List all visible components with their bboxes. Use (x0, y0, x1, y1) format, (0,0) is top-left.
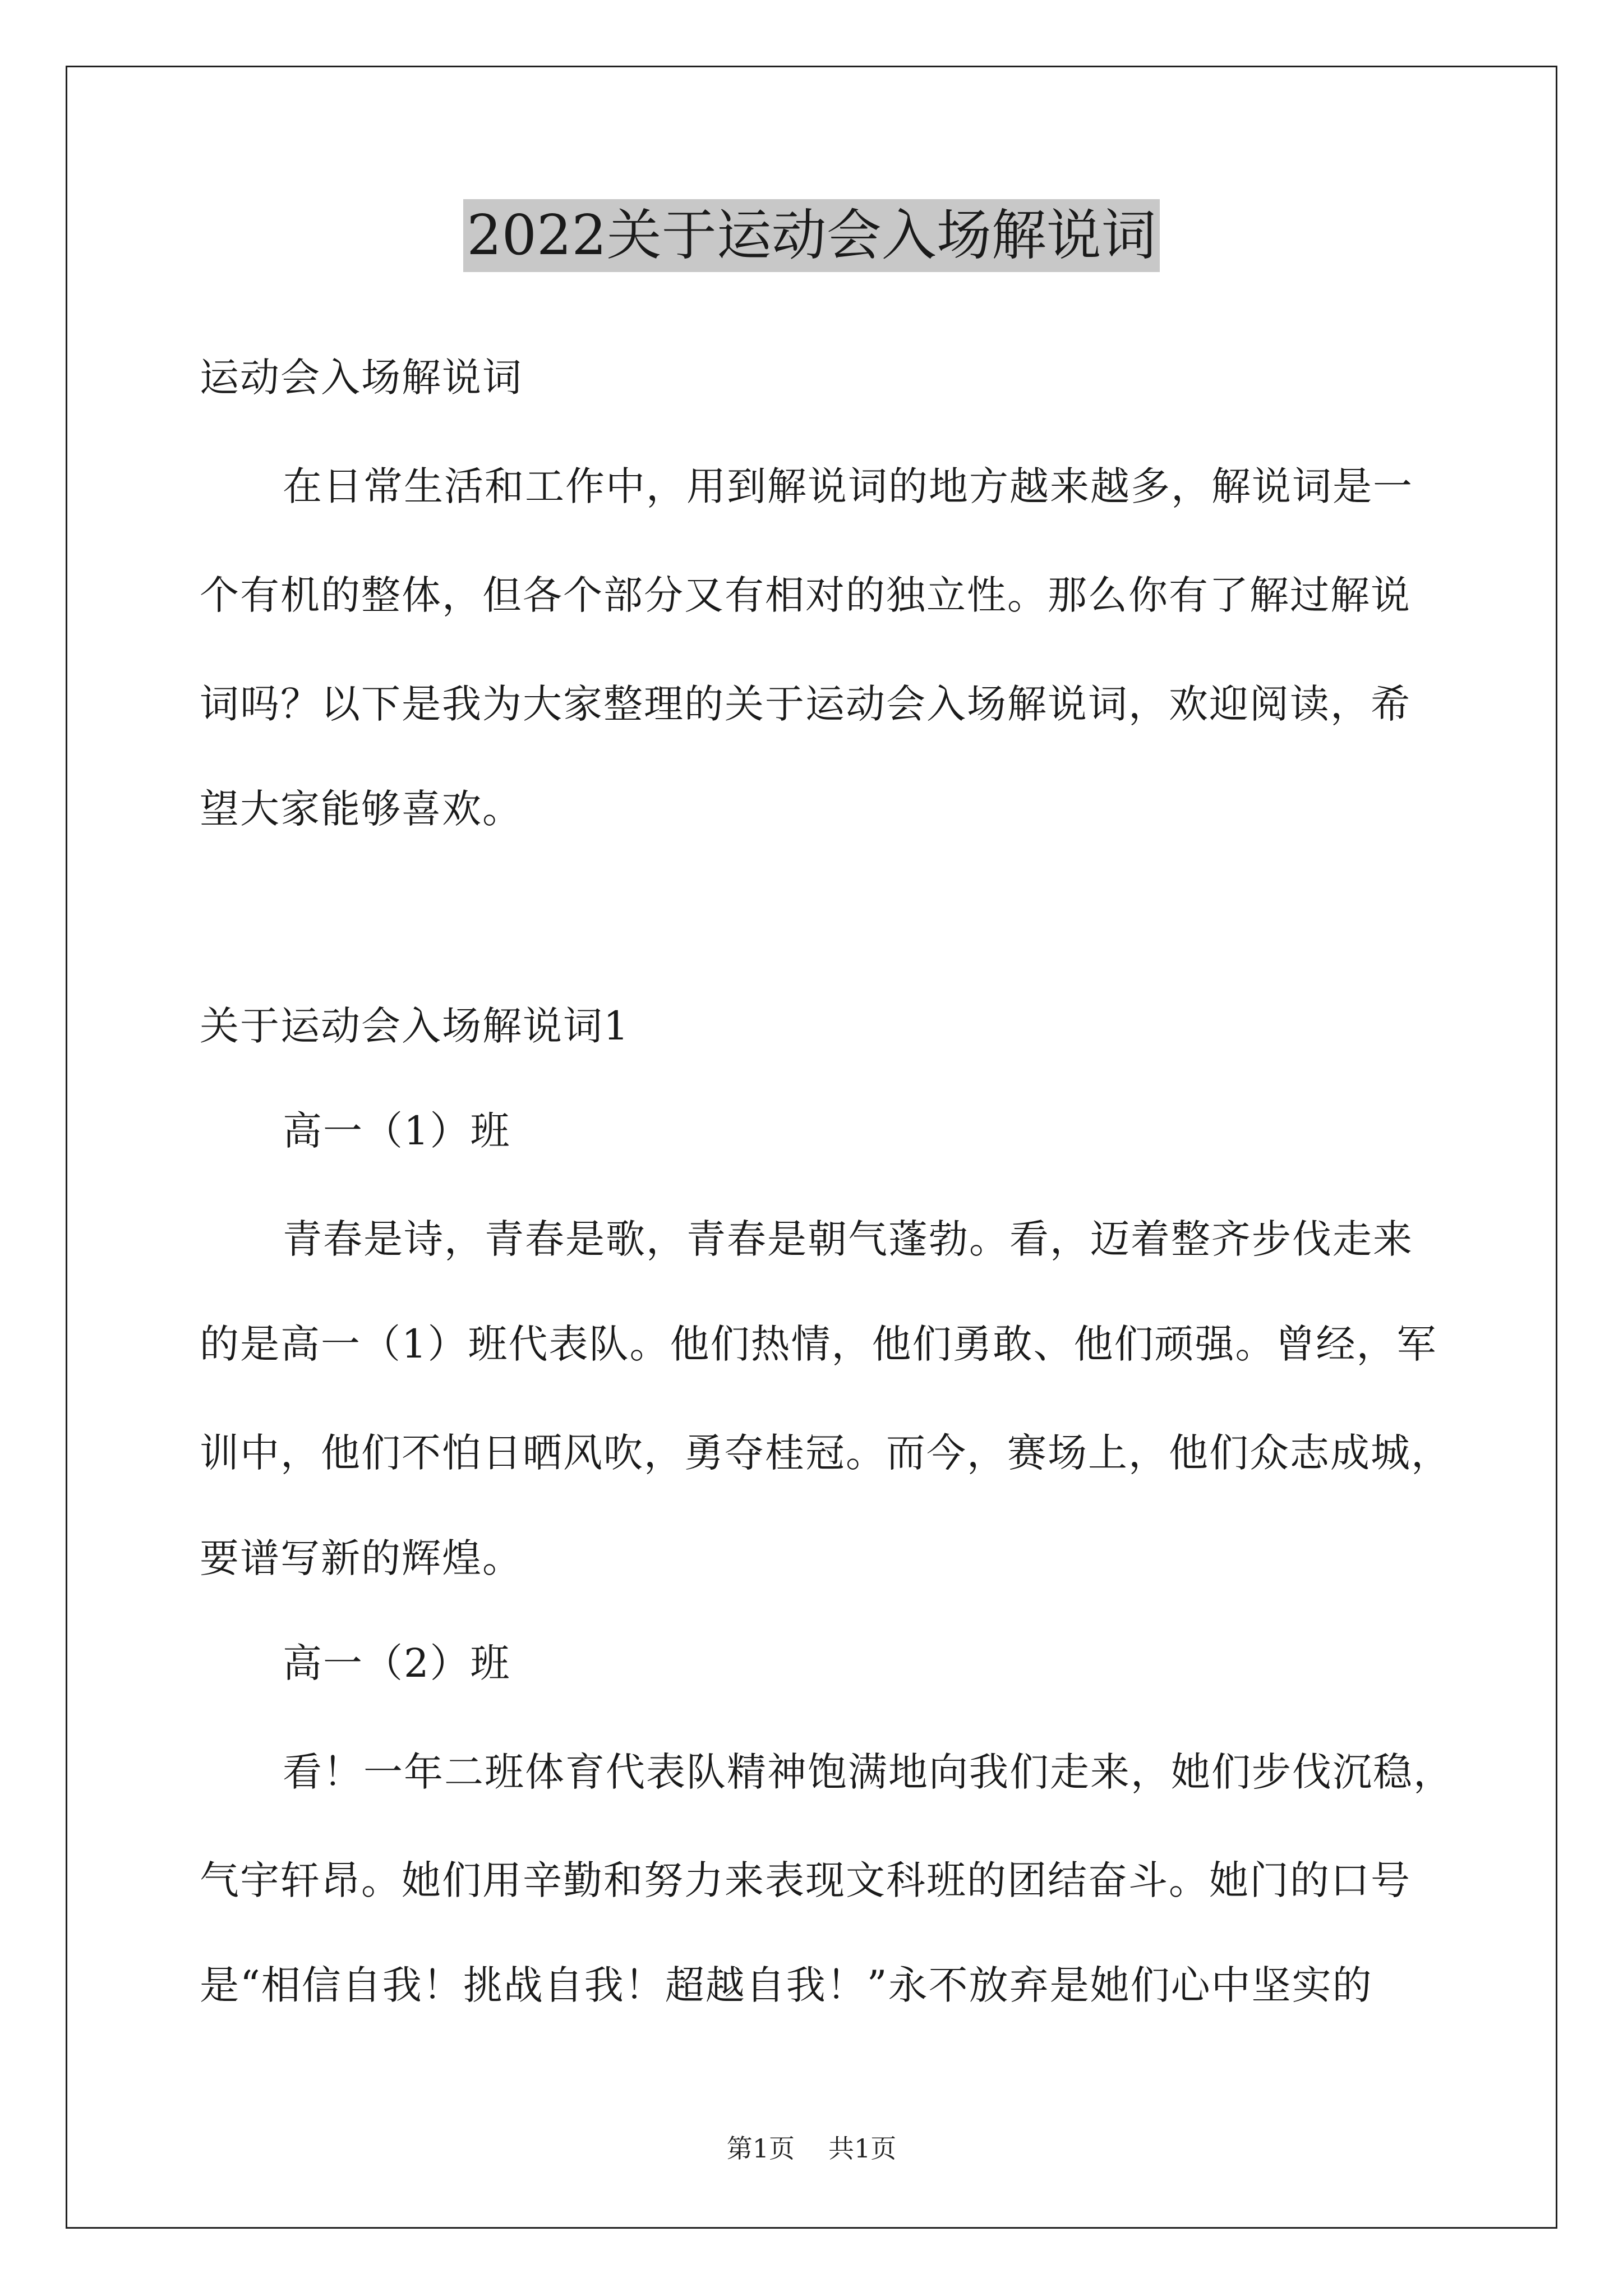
paragraph-line: 个有机的整体，但各个部分又有相对的独立性。那么你有了解过解说 (200, 572, 1411, 618)
paragraph-line: 青春是诗，青春是歌，青春是朝气蓬勃。看，迈着整齐步伐走来 (283, 1216, 1413, 1262)
document-title (0, 199, 1623, 272)
paragraph-line: 要谱写新的辉煌。 (200, 1535, 523, 1581)
page-footer (0, 2132, 1623, 2165)
paragraph-line: 气宇轩昂。她们用辛勤和努力来表现文科班的团结奋斗。她门的口号 (200, 1857, 1411, 1903)
page-total: 共1页 (828, 2133, 897, 2164)
paragraph-line: 词吗？以下是我为大家整理的关于运动会入场解说词，欢迎阅读，希 (200, 681, 1411, 727)
class-heading: 高一（1）班 (283, 1108, 511, 1154)
paragraph-line: 看！一年二班体育代表队精神饱满地向我们走来，她们步伐沉稳， (283, 1749, 1454, 1795)
document-title-text: 2022关于运动会入场解说词 (463, 199, 1159, 272)
page-number: 第1页 (726, 2133, 795, 2164)
class-heading: 高一（2）班 (283, 1640, 511, 1686)
paragraph-line: 在日常生活和工作中，用到解说词的地方越来越多，解说词是一 (283, 463, 1413, 509)
paragraph-line: 训中，他们不怕日晒风吹，勇夺桂冠。而今，赛场上，他们众志成城， (200, 1430, 1451, 1476)
subtitle-line: 运动会入场解说词 (200, 355, 523, 401)
paragraph-line: 是“相信自我！挑战自我！超越自我！”永不放弃是她们心中坚实的 (200, 1962, 1373, 2008)
paragraph-line: 的是高一（1）班代表队。他们热情，他们勇敢、他们顽强。曾经，军 (200, 1321, 1437, 1367)
paragraph-line: 望大家能够喜欢。 (200, 786, 523, 832)
section-heading: 关于运动会入场解说词1 (200, 1003, 630, 1049)
